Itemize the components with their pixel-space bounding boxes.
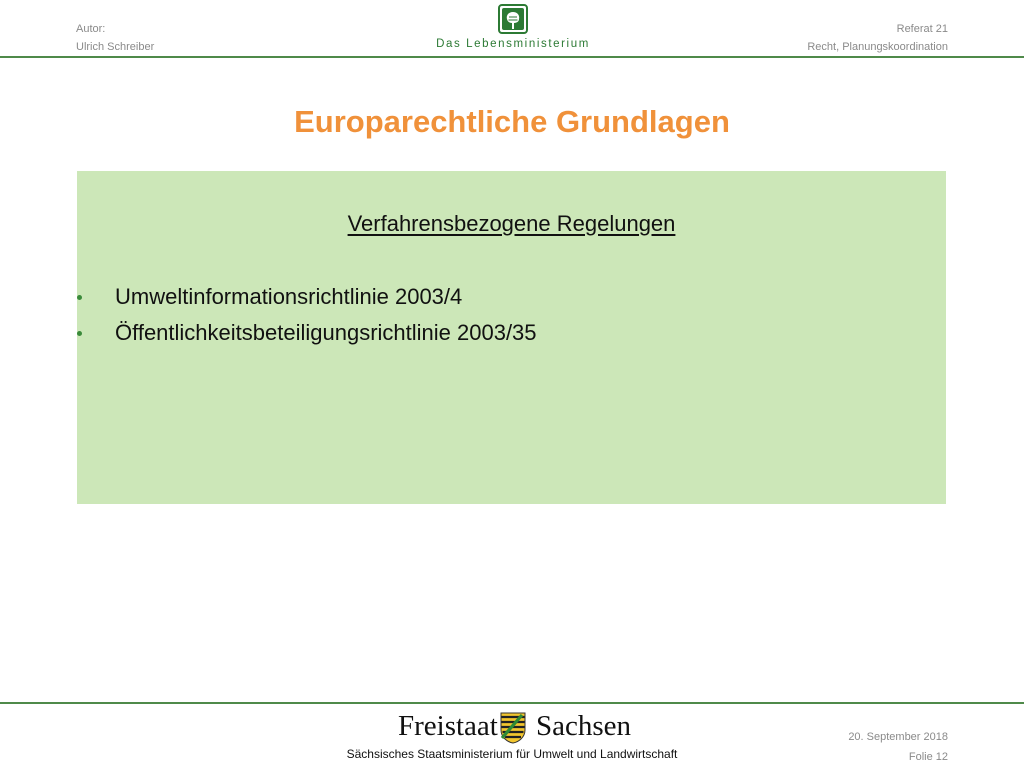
department-name: Referat 21 <box>896 23 948 35</box>
ministry-name: Sächsisches Staatsministerium für Umwelt und Landwirtschaft <box>346 747 678 761</box>
header-author <box>76 20 154 56</box>
slide-date: 20. September 2018 <box>848 731 948 743</box>
saxony-coat-of-arms-icon <box>500 712 526 744</box>
author-label: Autor: <box>76 23 106 35</box>
slide-number: Folie 12 <box>908 751 948 763</box>
department-description: Recht, Planungskoordination <box>807 41 948 53</box>
content-box <box>77 171 946 504</box>
author-name: Ulrich Schreiber <box>76 41 155 53</box>
bullet-dot-icon <box>77 295 82 300</box>
bullet-dot-icon <box>77 331 82 336</box>
state-word-freistaat: Freistaat <box>398 710 498 742</box>
state-word-sachsen: Sachsen <box>536 710 632 742</box>
content-subtitle: Verfahrensbezogene Regelungen <box>347 211 676 236</box>
bullet-text: Umweltinformationsrichtlinie 2003/4 <box>115 284 463 309</box>
freistaat-sachsen-logo <box>360 710 664 746</box>
header-department <box>807 20 948 56</box>
footer-meta <box>848 727 948 767</box>
footer-divider <box>0 702 1024 704</box>
bullet-text: Öffentlichkeitsbeteiligungsrichtlinie 2003/35 <box>115 320 537 345</box>
logo-text: Das Lebensministerium <box>436 38 590 50</box>
header-divider <box>0 56 1024 58</box>
slide-title: Europarechtliche Grundlagen <box>294 104 730 139</box>
tree-logo-icon <box>498 4 528 34</box>
ministry-logo <box>432 4 594 54</box>
